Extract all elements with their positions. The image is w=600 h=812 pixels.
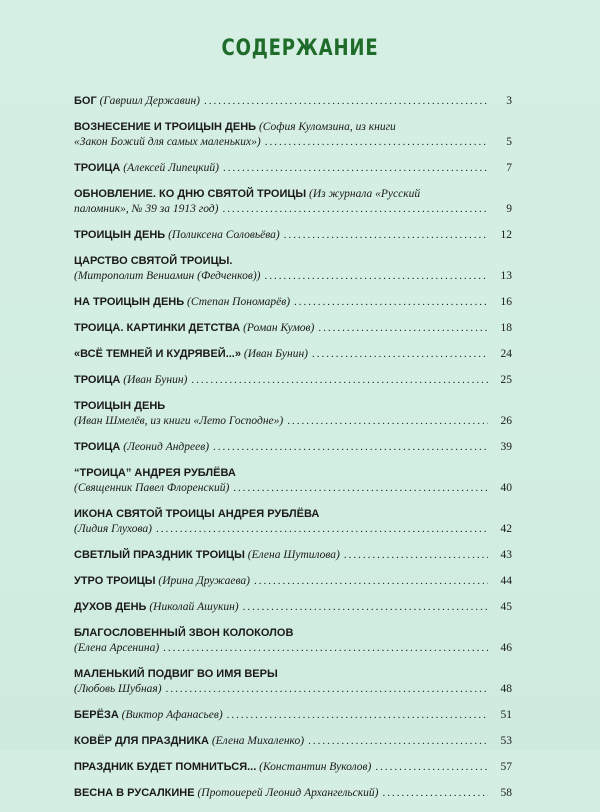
toc-entry[interactable]	[74, 399, 512, 429]
entry-title: БЕРЁЗА	[74, 709, 119, 721]
entry-page-number: 48	[500, 683, 512, 695]
entry-author: (Поликсена Соловьёва)	[168, 229, 280, 241]
toc-entry[interactable]	[74, 734, 512, 749]
entry-page-number: 3	[506, 95, 512, 107]
entry-title: КОВЁР ДЛЯ ПРАЗДНИКА	[74, 735, 209, 747]
toc-entry[interactable]	[74, 507, 512, 537]
toc-entry[interactable]	[74, 440, 512, 455]
entry-author: (Елена Михаленко)	[211, 735, 305, 747]
entry-title: ВОЗНЕСЕНИЕ И ТРОИЦЫН ДЕНЬ	[74, 121, 257, 133]
toc-entry[interactable]	[74, 548, 512, 563]
page-title: СОДЕРЖАНИЕ	[221, 36, 379, 61]
entry-page-number: 25	[500, 374, 512, 386]
toc-entry[interactable]	[74, 347, 512, 362]
entry-title: ТРОИЦА	[74, 162, 121, 174]
entry-page-number: 24	[500, 348, 512, 360]
entry-author: (Константин Вуколов)	[259, 761, 372, 773]
entry-author-cont: «Закон Божий для самых маленьких»)	[74, 136, 261, 148]
entry-author-cont: (Лидия Глухова)	[74, 523, 152, 535]
entry-author-cont: (Иван Шмелёв, из книги «Лето Господне»)	[74, 415, 284, 427]
toc-entry[interactable]	[74, 161, 512, 176]
entry-title: УТРО ТРОИЦЫ	[74, 575, 156, 587]
leader-dots	[166, 682, 488, 697]
entry-title: ТРОИЦА. КАРТИНКИ ДЕТСТВА	[74, 322, 241, 334]
entry-page-number: 42	[500, 523, 512, 535]
entry-author: (Николай Ашукин)	[149, 601, 239, 613]
toc-entry[interactable]	[74, 786, 512, 801]
entry-title: ТРОИЦЫН ДЕНЬ	[74, 229, 166, 241]
entry-page-number: 46	[500, 642, 512, 654]
toc-entry[interactable]	[74, 120, 512, 150]
toc-entry[interactable]	[74, 626, 512, 656]
entry-page-number: 51	[500, 709, 512, 721]
entry-author: (Гавриил Державин)	[99, 95, 201, 107]
entry-page-number: 5	[506, 136, 512, 148]
entry-page-number: 9	[506, 203, 512, 215]
entry-author-cont: (Елена Арсенина)	[74, 642, 160, 654]
toc-entry[interactable]	[74, 667, 512, 697]
entry-page-number: 18	[500, 322, 512, 334]
leader-dots	[204, 94, 488, 109]
entry-title: ВЕСНА В РУСАЛКИНЕ	[74, 787, 195, 799]
leader-dots	[382, 786, 488, 801]
leader-dots	[264, 269, 488, 284]
entry-author-cont: (Любовь Шубная)	[74, 683, 162, 695]
entry-page-number: 57	[500, 761, 512, 773]
entry-page-number: 45	[500, 601, 512, 613]
leader-dots	[254, 574, 488, 589]
entry-title: БОГ	[74, 95, 97, 107]
entry-author: (Иван Бунин)	[243, 348, 308, 360]
entry-page-number: 58	[500, 787, 512, 799]
leader-dots	[344, 548, 488, 563]
entry-title: ТРОИЦА	[74, 441, 121, 453]
entry-title: «ВСЁ ТЕМНЕЙ И КУДРЯВЕЙ...»	[74, 348, 241, 360]
entry-title: ЦАРСТВО СВЯТОЙ ТРОИЦЫ.	[74, 255, 233, 267]
entry-title: ИКОНА СВЯТОЙ ТРОИЦЫ АНДРЕЯ РУБЛЁВА	[74, 508, 320, 520]
entry-author: (Из журнала «Русский	[309, 188, 421, 200]
entry-author: (Елена Шутилова)	[247, 549, 340, 561]
entry-author: (Роман Кумов)	[243, 322, 315, 334]
entry-title: НА ТРОИЦЫН ДЕНЬ	[74, 296, 185, 308]
leader-dots	[223, 161, 488, 176]
entry-page-number: 12	[500, 229, 512, 241]
entry-author: (София Куломзина, из книги	[258, 121, 396, 133]
leader-dots	[227, 708, 488, 723]
entry-title: ТРОИЦА	[74, 374, 121, 386]
entry-page-number: 39	[500, 441, 512, 453]
leader-dots	[222, 202, 488, 217]
entry-title: СВЕТЛЫЙ ПРАЗДНИК ТРОИЦЫ	[74, 549, 245, 561]
toc-entry[interactable]	[74, 187, 512, 217]
entry-author: (Алексей Липецкий)	[123, 162, 219, 174]
leader-dots	[156, 522, 488, 537]
entry-author: (Протоиерей Леонид Архангельский)	[197, 787, 379, 799]
entry-title: “ТРОИЦА” АНДРЕЯ РУБЛЁВА	[74, 467, 236, 479]
entry-author: (Леонид Андреев)	[123, 441, 210, 453]
entry-title: ПРАЗДНИК БУДЕТ ПОМНИТЬСЯ...	[74, 761, 257, 773]
entry-page-number: 26	[500, 415, 512, 427]
toc-entry[interactable]	[74, 295, 512, 310]
entry-author-cont: паломник», № 39 за 1913 год)	[74, 203, 219, 215]
leader-dots	[233, 481, 488, 496]
leader-dots	[308, 734, 488, 749]
toc-entry[interactable]	[74, 708, 512, 723]
leader-dots	[284, 228, 488, 243]
leader-dots	[213, 440, 488, 455]
toc-entry[interactable]	[74, 574, 512, 589]
entry-author: (Степан Пономарёв)	[187, 296, 291, 308]
leader-dots	[318, 321, 488, 336]
leader-dots	[265, 135, 488, 150]
toc-entry[interactable]	[74, 373, 512, 388]
entry-page-number: 7	[506, 162, 512, 174]
toc-entry[interactable]	[74, 321, 512, 336]
entry-page-number: 43	[500, 549, 512, 561]
toc-entry[interactable]	[74, 228, 512, 243]
table-of-contents	[74, 94, 512, 812]
toc-entry[interactable]	[74, 466, 512, 496]
entry-title: ОБНОВЛЕНИЕ. КО ДНЮ СВЯТОЙ ТРОИЦЫ	[74, 188, 307, 200]
leader-dots	[294, 295, 488, 310]
entry-author-cont: (Митрополит Вениамин (Федченков))	[74, 270, 261, 282]
toc-entry[interactable]	[74, 600, 512, 615]
entry-page-number: 53	[500, 735, 512, 747]
entry-page-number: 16	[500, 296, 512, 308]
entry-title: ДУХОВ ДЕНЬ	[74, 601, 147, 613]
entry-title: ТРОИЦЫН ДЕНЬ	[74, 400, 166, 412]
leader-dots	[191, 373, 488, 388]
leader-dots	[163, 641, 488, 656]
entry-title: МАЛЕНЬКИЙ ПОДВИГ ВО ИМЯ ВЕРЫ	[74, 668, 278, 680]
leader-dots	[287, 414, 488, 429]
entry-title: БЛАГОСЛОВЕННЫЙ ЗВОН КОЛОКОЛОВ	[74, 627, 294, 639]
entry-author: (Виктор Афанасьев)	[121, 709, 223, 721]
leader-dots	[312, 347, 488, 362]
entry-author-cont: (Священник Павел Флоренский)	[74, 482, 230, 494]
entry-page-number: 40	[500, 482, 512, 494]
entry-page-number: 13	[500, 270, 512, 282]
toc-entry[interactable]	[74, 254, 512, 284]
entry-author: (Иван Бунин)	[123, 374, 188, 386]
entry-page-number: 44	[500, 575, 512, 587]
entry-author: (Ирина Дружаева)	[158, 575, 251, 587]
leader-dots	[243, 600, 488, 615]
leader-dots	[375, 760, 488, 775]
toc-entry[interactable]	[74, 760, 512, 775]
toc-entry[interactable]	[74, 94, 512, 109]
